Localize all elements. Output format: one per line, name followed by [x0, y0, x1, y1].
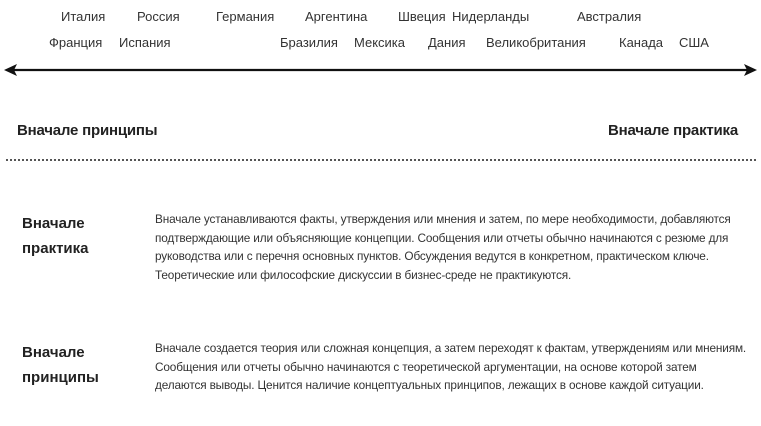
country-label: Великобритания	[486, 35, 586, 50]
country-label: Мексика	[354, 35, 406, 50]
country-label: Нидерланды	[452, 9, 530, 24]
scale-left-label: Вначале принципы	[17, 122, 158, 139]
country-label: Канада	[619, 35, 664, 50]
definition-term: Вначале принципы	[22, 344, 99, 386]
definition-text: Вначале создается теория или сложная концепция, а затем переходят к фактам, утверждениям или мнениям. Сообщения или отчеты обычно начинаются с теоретической аргументации, на основе которой затем делаются выводы. Ценится наличие концептуальных принципов, лежащих в основе каждой ситуации.	[155, 341, 747, 392]
country-label: Австралия	[577, 9, 642, 24]
dotted-divider	[6, 159, 756, 161]
country-label: Франция	[49, 35, 103, 50]
country-label: Италия	[61, 9, 106, 24]
country-label: Германия	[216, 9, 275, 24]
scale-arrow	[0, 58, 761, 82]
definition-term: Вначале практика	[22, 215, 89, 257]
country-label: Аргентина	[305, 9, 368, 24]
country-label: Бразилия	[280, 35, 338, 50]
country-label: Швеция	[398, 9, 446, 24]
country-label: Дания	[428, 35, 466, 50]
scale-right-label: Вначале практика	[607, 122, 738, 139]
country-label: Испания	[119, 35, 171, 50]
country-label: Россия	[137, 9, 180, 24]
country-label: США	[679, 35, 709, 50]
definition-text: Вначале устанавливаются факты, утверждения или мнения и затем, по мере необходимости, добавляются подтверждающие или объясняющие концепции. Сообщения или отчеты обычно начинаются с резюме для руководства или с перечня основных пунктов. Обсуждения ведутся в конкретном, практическом ключе. Теоретические или философские дискуссии в бизнес-среде не практикуются.	[155, 212, 731, 282]
